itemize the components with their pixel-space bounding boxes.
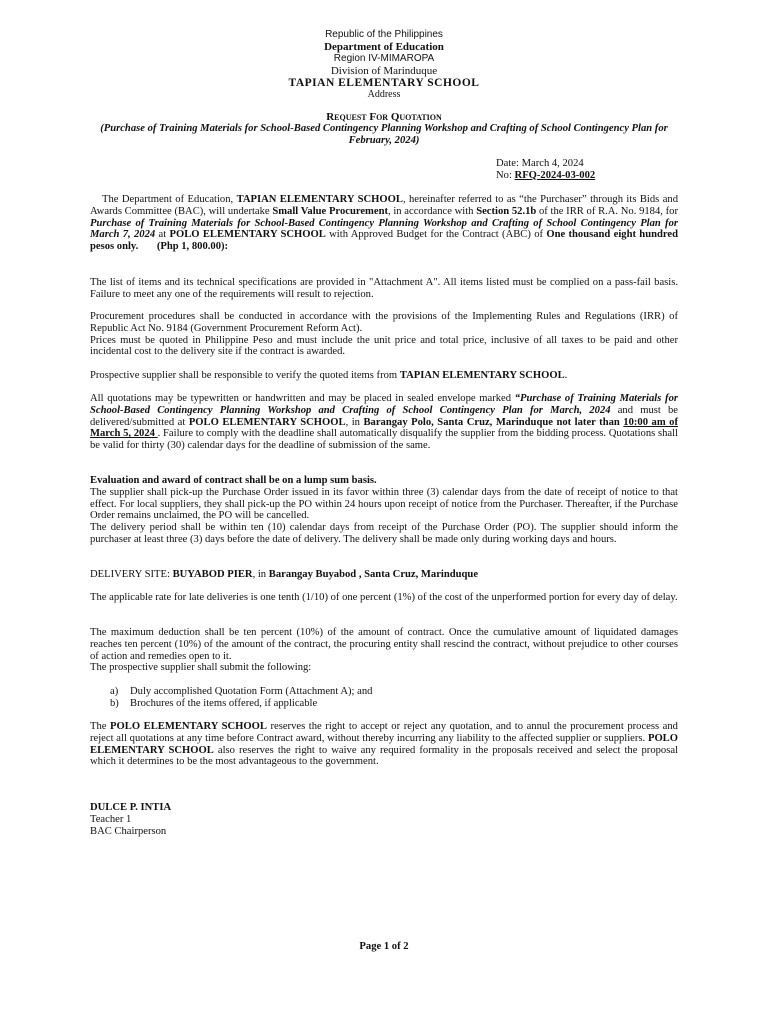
- signatory-name: DULCE P. INTIA: [90, 802, 172, 813]
- p9-school-2: POLO ELEMENTARY SCHOOL: [90, 732, 678, 756]
- p1-purpose: Purchase of Training Materials for School-Based Contingency Planning Workshop and Crafting of School Contingency Plan for March 7, 2024: [90, 217, 678, 241]
- p5-venue: POLO ELEMENTARY SCHOOL: [188, 416, 346, 428]
- p4-text-2: .: [564, 370, 568, 381]
- region-line: Region IV-MIMAROPA: [333, 53, 435, 64]
- deduction-paragraph: [90, 627, 678, 674]
- p1-text-6: with Approved Budget for the Contract (ABC) of: [325, 229, 547, 241]
- page-number: Page 1 of 2: [359, 941, 409, 952]
- p1-text-2: , hereinafter referred to as “the Purchaser” through its Bids and Awards Committee (BAC), will undertake: [90, 194, 679, 217]
- rfq-number: RFQ-2024-03-002: [514, 169, 596, 181]
- procedures-paragraph: [90, 311, 678, 358]
- p5-deadline: 10:00 am of March 5, 2024: [90, 416, 678, 440]
- p1-venue: POLO ELEMENTARY SCHOOL: [169, 229, 326, 241]
- division-line: Division of Marinduque: [330, 65, 438, 77]
- p9-text-3: also reserves the right to waive any required formality in the proposals received and select the proposal which it determines to be the most advantageous to the government.: [90, 744, 678, 768]
- p1-text-7: :: [224, 241, 229, 253]
- p9-text-2: reserves the right to accept or reject any quotation, and to annul the procurement process and reject all quotations at any time before Contract award, without thereby incurring any liability to the affected supplier or suppliers.: [90, 721, 678, 744]
- republic-line: Republic of the Philippines: [325, 29, 443, 40]
- p1-procurement-mode: Small Value Procurement: [272, 205, 388, 217]
- p1-section: Section 52.1b: [476, 205, 537, 217]
- p5-text-1: All quotations may be typewritten or handwritten and may be placed in sealed envelope marked: [90, 393, 515, 404]
- p5-location: Barangay Polo, Santa Cruz, Marinduque not later than: [363, 416, 624, 428]
- department-line: Department of Education: [324, 41, 444, 53]
- verify-paragraph: [90, 370, 678, 382]
- deduction-text: The maximum deduction shall be ten percent (10%) of the amount of contract. Once the cumulative amount of liquidated damages reaches ten percent (10%) of the amount of the contract, the procuring entity shall rescind the contract, without prejudice to other courses of action and remedies open to it.: [90, 627, 678, 662]
- delivery-site-line: [90, 569, 678, 581]
- date-block: [496, 158, 595, 181]
- letterhead: [0, 29, 768, 101]
- p1-text-5: at: [155, 229, 170, 241]
- intro-paragraph: [90, 194, 678, 253]
- school-name: TAPIAN ELEMENTARY SCHOOL: [288, 77, 480, 89]
- late-delivery-paragraph: The applicable rate for late deliveries is one tenth (1/10) of one percent (1%) of the cost of the unperformed portion for every day of delay.: [90, 592, 678, 603]
- delivery-place: Barangay Buyabod , Santa Cruz, Marinduque: [268, 569, 479, 580]
- procedures-text: Procurement procedures shall be conducted in accordance with the provisions of the Implementing Rules and Regulations (IRR) of Republic Act No. 9184 (Government Procurement Reform Act).: [90, 311, 678, 334]
- submission-paragraph: [90, 393, 678, 452]
- requirements-list: [110, 686, 372, 710]
- title-text: Request For Quotation: [326, 111, 442, 123]
- list-item-text: Duly accomplished Quotation Form (Attachment A); and: [130, 686, 373, 697]
- delivery-period-text: The delivery period shall be within ten (10) calendar days from receipt of the Purchase Order (PO). The supplier should inform the purchaser at least three (3) days before the date of delivery. The delivery shall be made only during working days and hours.: [90, 522, 678, 545]
- prices-text: Prices must be quoted in Philippine Peso and must include the unit price and total price, inclusive of all taxes to be paid and other incidental cost to the delivery site if the contract is awarded.: [90, 334, 678, 358]
- list-item-text: Brochures of the items offered, if applicable: [130, 698, 318, 709]
- delivery-label: DELIVERY SITE:: [90, 569, 173, 580]
- list-item: [110, 698, 372, 710]
- p1-text-1: The Department of Education,: [102, 194, 237, 205]
- signatory-position: Teacher 1: [90, 814, 132, 825]
- p4-text-1: Prospective supplier shall be responsible to verify the quoted items from: [90, 370, 400, 381]
- address-line: Address: [367, 89, 401, 100]
- p9-text-1: The: [90, 721, 111, 732]
- date-line: Date: March 4, 2024: [496, 158, 584, 169]
- p9-school: POLO ELEMENTARY SCHOOL: [110, 721, 267, 732]
- reservation-paragraph: [90, 721, 678, 768]
- p1-text-4: of the IRR of R.A. No. 9184, for: [536, 205, 678, 217]
- p5-text-2: and must be delivered/submitted at: [90, 404, 678, 428]
- document-subtitle: (Purchase of Training Materials for School-Based Contingency Planning Workshop and Crafting of School Contingency Plan for February, 2024): [100, 123, 668, 146]
- p1-school: TAPIAN ELEMENTARY SCHOOL: [236, 194, 403, 205]
- delivery-text: , in: [252, 569, 269, 580]
- list-marker: b): [110, 698, 119, 709]
- p5-text-4: . Failure to comply with the deadline shall automatically disqualify the supplier from the bidding process. Quotations shall be valid for thirty (30) calendar days for the deadline of submission of the same.: [90, 428, 678, 452]
- p5-text-3: , in: [345, 416, 364, 428]
- delivery-site: BUYABOD PIER: [172, 569, 253, 580]
- page-footer: [0, 941, 768, 953]
- p4-school: TAPIAN ELEMENTARY SCHOOL: [399, 370, 565, 381]
- p1-abc-amount: (Php 1, 800.00): [156, 241, 225, 253]
- evaluation-paragraph: [90, 475, 678, 546]
- rfq-number-line: [496, 170, 595, 182]
- evaluation-heading: Evaluation and award of contract shall be on a lump sum basis.: [90, 475, 377, 486]
- p1-abc-words: One thousand eight hundred pesos only.: [90, 229, 678, 253]
- p1-text-3: , in accordance with: [388, 205, 477, 217]
- p5-envelope-mark: “Purchase of Training Materials for School-Based Contingency Planning Workshop and Crafting of School Contingency Plan for March, 2024: [90, 393, 678, 416]
- signatory-role: BAC Chairperson: [90, 826, 167, 837]
- signature-block: [90, 802, 171, 838]
- attachment-paragraph: The list of items and its technical specifications are provided in "Attachment A". All items listed must be complied on a pass-fail basis. Failure to meet any one of the requirements will result to rejection.: [90, 277, 678, 300]
- list-marker: a): [110, 686, 119, 697]
- purchase-order-text: The supplier shall pick-up the Purchase Order issued in its favor within three (3) calendar days from the date of receipt of notice to that effect. For local suppliers, they shall pick-up the PO within 24 hours upon receipt of notice from the Purchaser. Thereafter, if the Purchase Order remains unclaimed, the PO will be cancelled.: [90, 486, 678, 522]
- rfq-number-label: No:: [496, 169, 515, 181]
- list-item: [110, 686, 372, 698]
- submit-following-text: The prospective supplier shall submit the following:: [90, 662, 312, 674]
